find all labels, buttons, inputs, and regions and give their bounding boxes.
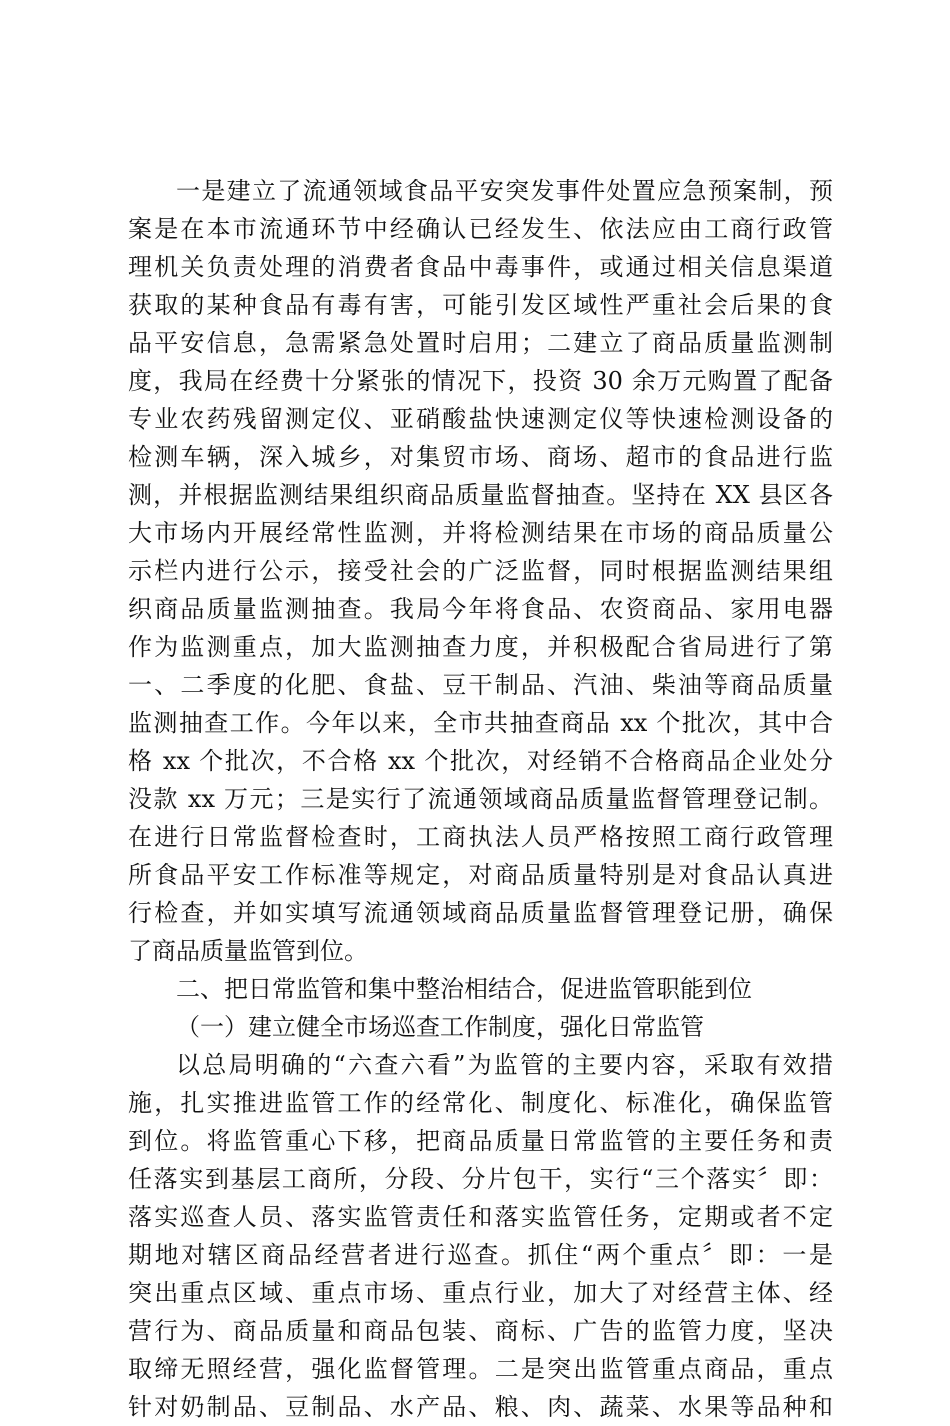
paragraph-line: 在进行日常监督检查时，工商执法人员严格按照工商行政管理 xyxy=(128,823,833,851)
section-heading: 二、把日常监管和集中整治相结合，促进监管职能到位 xyxy=(176,975,752,1003)
paragraph-line: 施，扎实推进监管工作的经常化、制度化、标准化，确保监管 xyxy=(128,1089,833,1117)
paragraph-line: 格 xx 个批次，不合格 xx 个批次，对经销不合格商品企业处分 xyxy=(128,747,833,775)
subsection-heading: （一）建立健全市场巡查工作制度，强化日常监管 xyxy=(176,1013,704,1041)
paragraph-line: 监测抽查工作。今年以来，全市共抽查商品 xx 个批次，其中合 xyxy=(128,709,833,737)
paragraph-line: 营行为、商品质量和商品包装、商标、广告的监管力度，坚决 xyxy=(128,1317,833,1345)
paragraph-line: 没款 xx 万元；三是实行了流通领域商品质量监督管理登记制。 xyxy=(128,785,833,813)
paragraph-line: 以总局明确的“六查六看”为监管的主要内容，采取有效措 xyxy=(176,1051,833,1079)
paragraph-line: 理机关负责处理的消费者食品中毒事件，或通过相关信息渠道 xyxy=(128,253,833,281)
paragraph-line: 期地对辖区商品经营者进行巡查。抓住“两个重点〞即：一是 xyxy=(128,1241,833,1269)
paragraph-line: 所食品平安工作标准等规定，对商品质量特别是对食品认真进 xyxy=(128,861,833,889)
paragraph-line: 测，并根据监测结果组织商品质量监督抽查。坚持在 XX 县区各 xyxy=(128,481,833,509)
paragraph-line: 一、二季度的化肥、食盐、豆干制品、汽油、柴油等商品质量 xyxy=(128,671,833,699)
paragraph-line: 度，我局在经费十分紧张的情况下，投资 30 余万元购置了配备 xyxy=(128,367,833,395)
paragraph-line: 一是建立了流通领域食品平安突发事件处置应急预案制，预 xyxy=(176,177,833,205)
paragraph-line: 检测车辆，深入城乡，对集贸市场、商场、超市的食品进行监 xyxy=(128,443,833,471)
paragraph-line: 行检查，并如实填写流通领域商品质量监督管理登记册，确保 xyxy=(128,899,833,927)
paragraph-line: 品平安信息，急需紧急处置时启用；二建立了商品质量监测制 xyxy=(128,329,833,357)
paragraph-line: 针对奶制品、豆制品、水产品、粮、肉、蔬菜、水果等品种和 xyxy=(128,1393,833,1421)
paragraph-line: 示栏内进行公示，接受社会的广泛监督，同时根据监测结果组 xyxy=(128,557,833,585)
paragraph-line: 织商品质量监测抽查。我局今年将食品、农资商品、家用电器 xyxy=(128,595,833,623)
paragraph-line: 作为监测重点，加大监测抽查力度，并积极配合省局进行了第 xyxy=(128,633,833,661)
paragraph-line: 突出重点区域、重点市场、重点行业，加大了对经营主体、经 xyxy=(128,1279,833,1307)
paragraph-line: 落实巡查人员、落实监管责任和落实监管任务，定期或者不定 xyxy=(128,1203,833,1231)
paragraph-line: 任落实到基层工商所，分段、分片包干，实行“三个落实〞即： xyxy=(128,1165,833,1193)
paragraph-line: 取缔无照经营，强化监督管理。二是突出监管重点商品，重点 xyxy=(128,1355,833,1383)
paragraph-line: 案是在本市流通环节中经确认已经发生、依法应由工商行政管 xyxy=(128,215,833,243)
paragraph-line: 获取的某种食品有毒有害，可能引发区域性严重社会后果的食 xyxy=(128,291,833,319)
document-body xyxy=(128,172,833,1426)
paragraph-line: 专业农药残留测定仪、亚硝酸盐快速测定仪等快速检测设备的 xyxy=(128,405,833,433)
paragraph-line: 了商品质量监管到位。 xyxy=(128,937,368,965)
paragraph-line: 到位。将监管重心下移，把商品质量日常监管的主要任务和责 xyxy=(128,1127,833,1155)
paragraph-line: 大市场内开展经常性监测，并将检测结果在市场的商品质量公 xyxy=(128,519,833,547)
